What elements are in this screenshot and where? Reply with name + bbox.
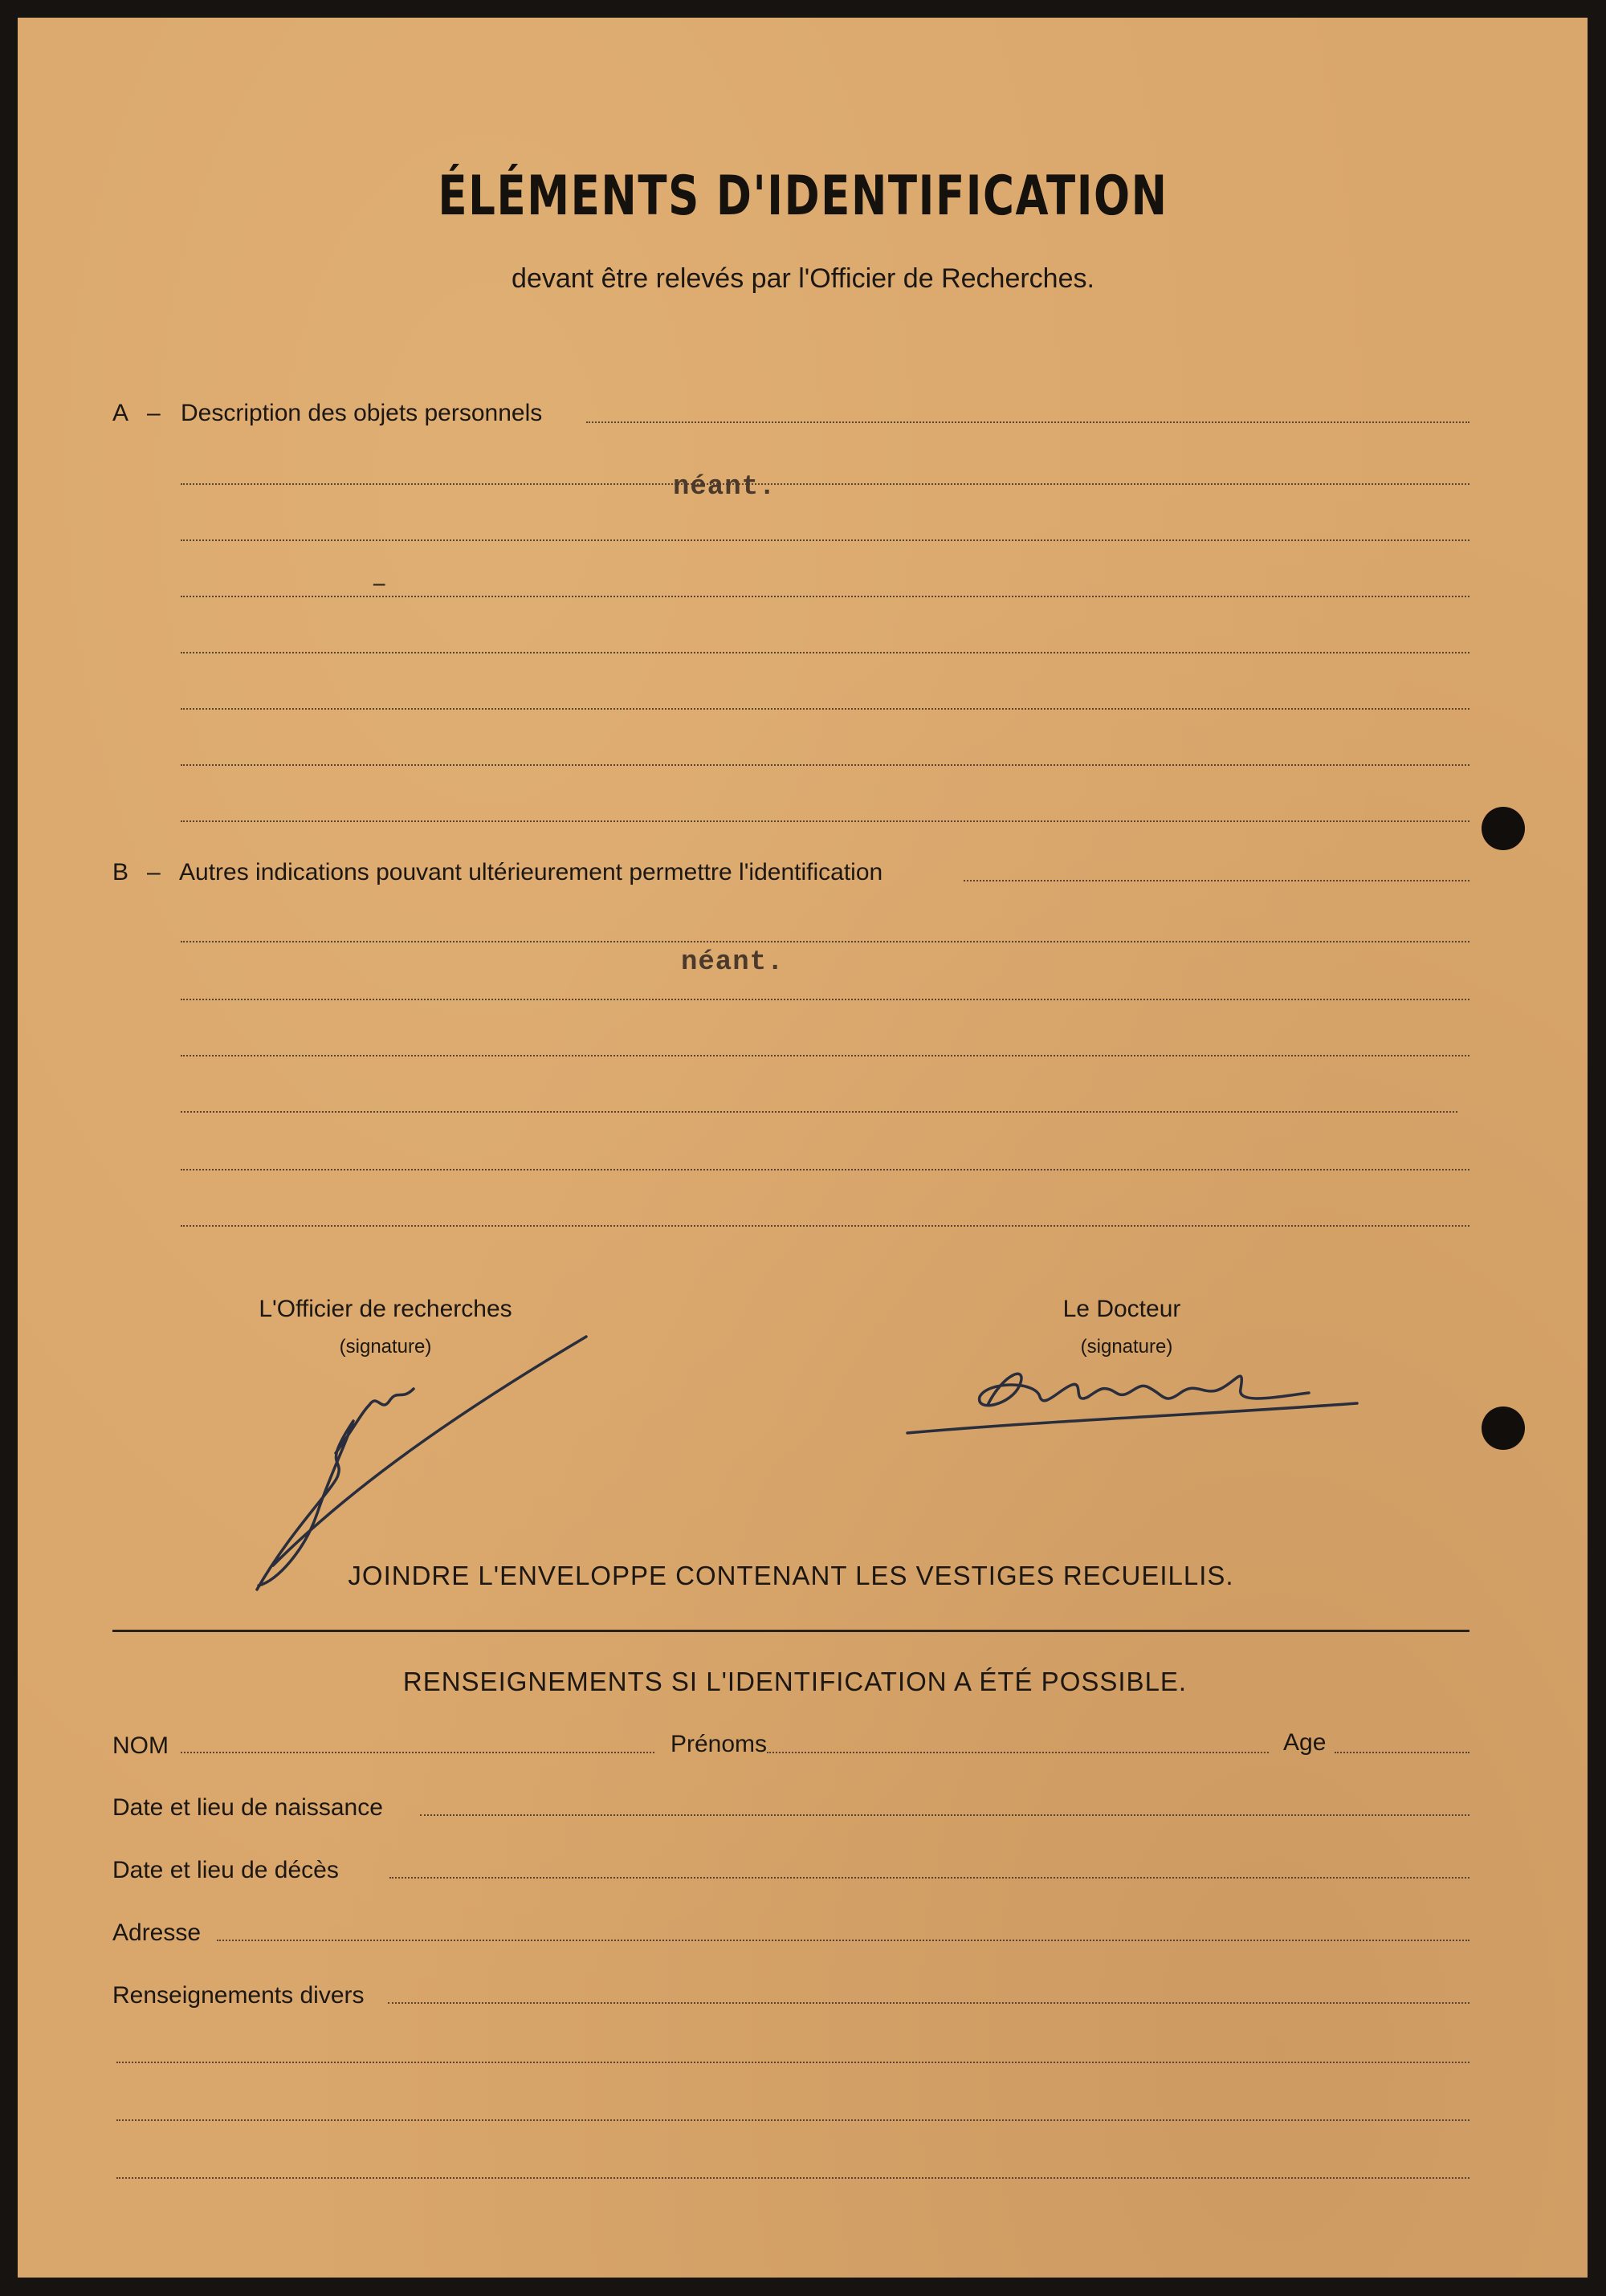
- divers-line-2[interactable]: [116, 2062, 1469, 2063]
- section-a-line-8[interactable]: [181, 820, 1469, 822]
- identification-heading: RENSEIGNEMENTS SI L'IDENTIFICATION A ÉTÉ POSSIBLE.: [402, 1667, 1188, 1696]
- section-a-line-2[interactable]: [181, 483, 1469, 485]
- section-a-line-3[interactable]: [181, 539, 1469, 541]
- deces-label: Date et lieu de décès: [112, 1857, 339, 1883]
- section-a-line-5[interactable]: [181, 652, 1469, 653]
- punch-hole-bottom: [1482, 1407, 1525, 1450]
- naissance-label: Date et lieu de naissance: [112, 1794, 383, 1821]
- age-field[interactable]: [1335, 1752, 1469, 1753]
- officer-signature: [241, 1325, 602, 1598]
- divers-line-1[interactable]: [388, 2002, 1469, 2004]
- deces-field[interactable]: [389, 1877, 1469, 1879]
- section-b-line-6[interactable]: [181, 1169, 1469, 1170]
- prenoms-label: Prénoms: [671, 1731, 768, 1757]
- nom-label: NOM: [112, 1732, 169, 1759]
- section-b-label: Autres indications pouvant ultérieurement permettre l'identification: [179, 859, 883, 885]
- doctor-label: Le Docteur: [1062, 1296, 1181, 1322]
- section-b-typed-value: néant.: [681, 947, 785, 978]
- age-label: Age: [1283, 1729, 1327, 1756]
- envelope-instruction: JOINDRE L'ENVELOPPE CONTENANT LES VESTIGES RECUEILLIS.: [348, 1561, 1234, 1590]
- section-b-line-7[interactable]: [181, 1225, 1469, 1227]
- divers-label: Renseignements divers: [112, 1982, 365, 2009]
- doctor-signature: [899, 1349, 1365, 1445]
- section-b-line-4[interactable]: [181, 1055, 1469, 1056]
- section-b-line-3[interactable]: [181, 999, 1469, 1000]
- section-b-dash: –: [147, 859, 161, 885]
- divers-line-4[interactable]: [116, 2177, 1469, 2179]
- section-b-line-2[interactable]: [181, 941, 1469, 942]
- nom-field[interactable]: [181, 1752, 654, 1753]
- section-b-line-5[interactable]: [181, 1111, 1457, 1113]
- adresse-field[interactable]: [217, 1940, 1469, 1941]
- officer-signature-caption: (signature): [339, 1336, 432, 1358]
- page-subtitle: devant être relevés par l'Officier de Recherches.: [512, 263, 1094, 294]
- section-a-line-1[interactable]: [586, 421, 1469, 423]
- section-a-typed-value: néant.: [673, 472, 777, 503]
- divers-line-3[interactable]: [116, 2119, 1469, 2121]
- section-a-letter: A: [112, 400, 129, 426]
- section-a-label: Description des objets personnels: [181, 400, 543, 426]
- section-a-line-6[interactable]: [181, 708, 1469, 710]
- section-b-letter: B: [112, 859, 129, 885]
- section-divider: [112, 1630, 1469, 1632]
- section-a-dash: –: [147, 400, 161, 426]
- doctor-signature-caption: (signature): [1080, 1336, 1173, 1358]
- form-sheet: [18, 18, 1588, 2278]
- prenoms-field[interactable]: [767, 1752, 1269, 1753]
- section-a-typed-mark: –: [371, 570, 389, 600]
- adresse-label: Adresse: [112, 1919, 202, 1946]
- page-title: ÉLÉMENTS D'IDENTIFICATION: [438, 165, 1168, 228]
- punch-hole-top: [1482, 807, 1525, 850]
- officer-label: L'Officier de recherches: [259, 1296, 512, 1322]
- section-b-line-1[interactable]: [964, 880, 1469, 881]
- section-a-line-7[interactable]: [181, 764, 1469, 766]
- naissance-field[interactable]: [420, 1814, 1469, 1816]
